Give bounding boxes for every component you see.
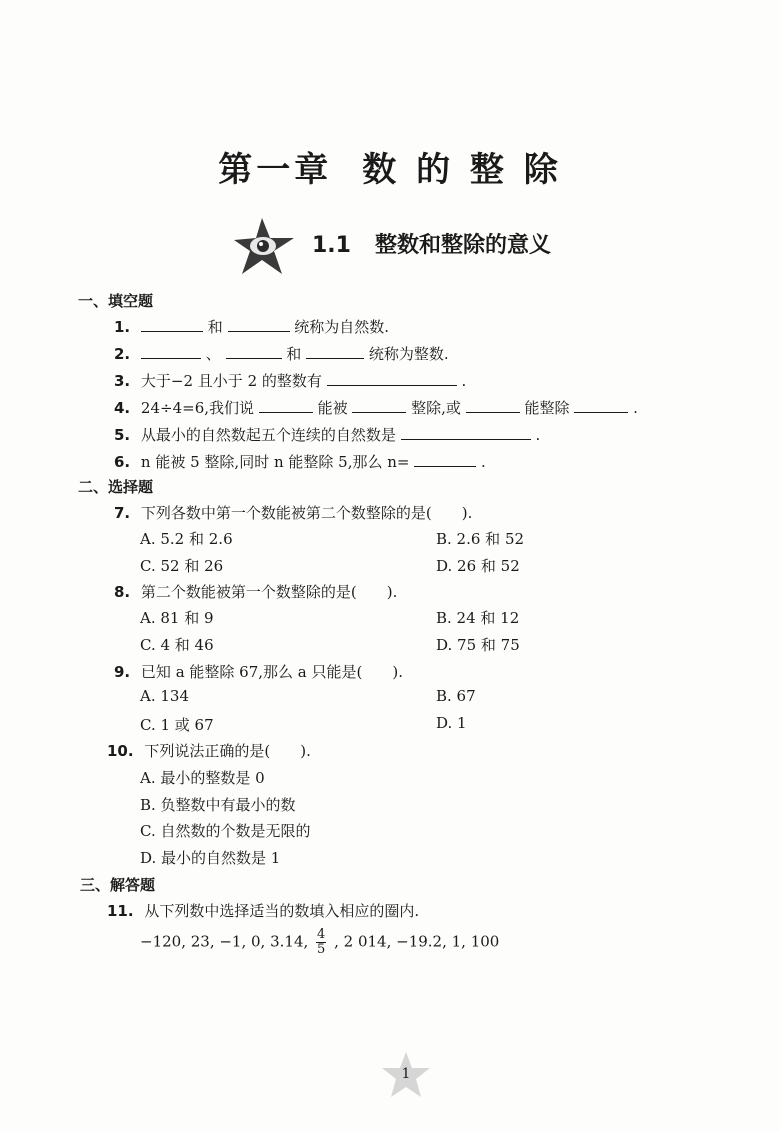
answer-blank[interactable] (141, 317, 203, 332)
question-number: 2. (114, 345, 131, 363)
chapter-label: 第一章 (218, 150, 333, 190)
question-number: 9. (114, 663, 131, 681)
question-text: 大于−2 且小于 2 的整数有 (140, 372, 322, 390)
question-text: 和 (207, 318, 223, 336)
fraction-denominator: 5 (317, 942, 326, 957)
question-number: 7. (114, 504, 131, 522)
question-text: n 能被 5 整除,同时 n 能整除 5,那么 n= (140, 453, 410, 471)
question-number: 6. (114, 453, 131, 471)
option-d[interactable]: D. 26 和 52 (436, 557, 520, 575)
answer-blank[interactable] (574, 398, 628, 413)
question-text: 整除,或 (411, 399, 461, 417)
question-number: 10. (107, 742, 134, 760)
question-text: 从最小的自然数起五个连续的自然数是 (140, 426, 396, 444)
option-b[interactable]: B. 24 和 12 (436, 609, 520, 627)
question-11 (107, 900, 419, 921)
question-text: 下列各数中第一个数能被第二个数整除的是( ). (140, 504, 473, 522)
chapter-name: 数 的 整 除 (362, 150, 562, 190)
question-text: . (481, 453, 486, 471)
answer-blank[interactable] (401, 425, 531, 440)
section-name: 整数和整除的意义 (374, 233, 551, 258)
option-a[interactable]: A. 最小的整数是 0 (140, 769, 265, 787)
question-number: 11. (107, 902, 134, 920)
question-10 (107, 740, 311, 761)
fraction-numerator: 4 (317, 927, 326, 942)
question-text: 第二个数能被第一个数整除的是( ). (140, 583, 398, 601)
option-a[interactable]: A. 81 和 9 (140, 609, 214, 627)
question-5 (114, 424, 540, 445)
question-3 (114, 370, 466, 391)
option-c[interactable]: C. 52 和 26 (140, 557, 224, 575)
question-text: 和 (286, 345, 302, 363)
number-list (140, 928, 499, 957)
part2-heading: 二、选择题 (78, 478, 154, 496)
question-text: 统称为自然数. (294, 318, 390, 336)
fraction (316, 928, 326, 957)
question-text: 能整除 (524, 399, 570, 417)
question-number: 4. (114, 399, 131, 417)
question-9 (114, 661, 403, 682)
answer-blank[interactable] (352, 398, 406, 413)
option-d[interactable]: D. 75 和 75 (436, 636, 520, 654)
page-number: 1 (401, 1066, 411, 1082)
option-d[interactable]: D. 1 (436, 714, 467, 732)
section-number: 1.1 (312, 233, 351, 258)
option-b[interactable]: B. 2.6 和 52 (436, 530, 525, 548)
answer-blank[interactable] (226, 344, 282, 359)
option-c[interactable]: C. 1 或 67 (140, 716, 214, 734)
option-b[interactable]: B. 67 (436, 687, 476, 705)
question-text: 从下列数中选择适当的数填入相应的圈内. (144, 902, 420, 920)
answer-blank[interactable] (306, 344, 364, 359)
option-a[interactable]: A. 5.2 和 2.6 (140, 530, 233, 548)
question-number: 8. (114, 583, 131, 601)
question-6 (114, 451, 486, 472)
number-list-start: −120, 23, −1, 0, 3.14, (140, 932, 309, 951)
answer-blank[interactable] (228, 317, 290, 332)
question-4 (114, 397, 638, 418)
question-7 (114, 502, 472, 523)
number-list-end: , 2 014, −19.2, 1, 100 (334, 932, 500, 951)
question-text: 下列说法正确的是( ). (144, 742, 311, 760)
question-number: 1. (114, 318, 131, 336)
question-text: . (535, 426, 541, 444)
question-number: 5. (114, 426, 131, 444)
question-text: 24÷4=6,我们说 (140, 399, 255, 417)
chapter-title (0, 142, 780, 191)
answer-blank[interactable] (259, 398, 313, 413)
question-text: . (461, 372, 467, 390)
option-a[interactable]: A. 134 (140, 687, 189, 705)
option-b[interactable]: B. 负整数中有最小的数 (140, 796, 296, 814)
option-c[interactable]: C. 自然数的个数是无限的 (140, 822, 311, 840)
part3-heading: 三、解答题 (80, 876, 156, 894)
question-text: 、 (205, 345, 221, 363)
question-text: . (633, 399, 638, 417)
question-text: 统称为整数. (368, 345, 449, 363)
answer-blank[interactable] (466, 398, 520, 413)
question-text: 已知 a 能整除 67,那么 a 只能是( ). (140, 663, 403, 681)
answer-blank[interactable] (141, 344, 201, 359)
question-number: 3. (114, 372, 131, 390)
option-c[interactable]: C. 4 和 46 (140, 636, 214, 654)
part1-heading: 一、填空题 (78, 292, 154, 310)
star-eye-icon (232, 216, 296, 276)
option-d[interactable]: D. 最小的自然数是 1 (140, 849, 281, 867)
question-2 (114, 343, 449, 364)
question-text: 能被 (317, 399, 348, 417)
question-8 (114, 581, 397, 602)
section-title (312, 228, 551, 259)
answer-blank[interactable] (414, 452, 476, 467)
answer-blank[interactable] (327, 371, 457, 386)
question-1 (114, 316, 389, 337)
